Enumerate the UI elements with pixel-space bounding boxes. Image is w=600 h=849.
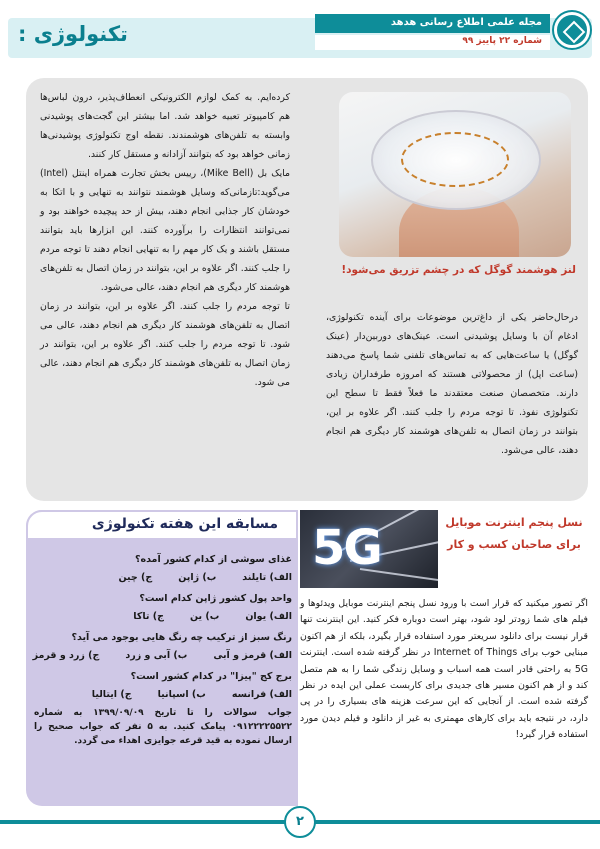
quiz-option: ب) اسپانیا (157, 689, 206, 700)
quiz-option: ج) ایتالیا (91, 689, 132, 700)
quiz-options (34, 571, 292, 585)
fiveg-banner (300, 510, 586, 588)
article-heading: لنز هوشمند گوگل که در چشم تزریق می‌شود! (341, 264, 576, 276)
fiveg-banner-image (300, 510, 438, 588)
quiz-title: مسابقه این هفته تکنولوژی (91, 516, 278, 532)
quiz-option: الف) یوان (245, 611, 292, 622)
quiz-options (34, 649, 292, 663)
quiz-option: ج) زرد و قرمز (32, 650, 100, 661)
quiz-question: رنگ سبز از ترکیب چه رنگ هایی بوجود می آید؟ (71, 632, 292, 643)
quiz-question: برج کج "پیزا" در کدام کشور است؟ (130, 671, 292, 682)
lens-circuit-graphic (401, 132, 509, 187)
quiz-box (26, 510, 298, 806)
article-left-column (40, 88, 290, 488)
main-article (26, 78, 588, 501)
article-paragraph: مایک بل (Mike Bell)، رییس بخش تجارت همراه اینتل (Intel) می‌گوید:تازمانی‌که وسایل هوشمند نتوانند به تنهایی و با اتکا به خودشان کار جذابی انجام دهند، بیش از حد پیچیده خواهند بود و نمی‌توانند انتظارات را برآورده کنند. این ابزارها باید بتوانند مستقل باشند و یک کار مهم را به تنهایی انجام دهند تا توجه مردم را جلب کنند. اگر علاوه بر این، بتوانند در زمان اتصال به تلفن‌های هوشمند کار دیگری هم انجام دهند، عالی می‌شود. (40, 168, 290, 293)
quiz-option: الف) فرانسه (231, 689, 292, 700)
quiz-option: الف) تایلند (242, 572, 292, 583)
magazine-name: مجله علمی اطلاع رسانی هدهد (315, 14, 550, 33)
article-paragraph: کرده‌ایم. به کمک لوازم الکترونیکی انعطاف‌پذیر، درون لباس‌ها هم کامپیوتر تعبیه خواهد شد. اما بیشتر این گجت‌های پوشیدنی وابسته به تلفن‌های هوشمندند. نقطه اوج تکنولوژی پوشیدنی‌ها زمانی خواهد بود که بتوانند آزادانه و مستقل کار کنند. (40, 92, 290, 160)
smart-lens-photo (339, 92, 571, 257)
quiz-option: ب) ژاپن (178, 572, 217, 583)
article-paragraph: تا توجه مردم را جلب کنند. اگر علاوه بر این، بتوانند در زمان اتصال به تلفن‌های هوشمند کار دیگری هم انجام دهند، عالی می شود. تا توجه مردم را جلب کنند. اگر علاوه بر این، بتوانند در زمان اتصال به تلفن‌های هوشمند کار دیگری هم انجام دهند، عالی می شود. (40, 301, 290, 388)
issue-info: شماره ۲۲ پاییز ۹۹ (315, 35, 550, 50)
quiz-option: ب) آبی و زرد (125, 650, 188, 661)
section-title: تکنولوژی : (18, 22, 128, 46)
quiz-options (34, 688, 292, 702)
quiz-questions (34, 546, 292, 748)
page-header (0, 0, 600, 70)
quiz-option: الف) قرمز و آبی (213, 650, 292, 661)
fiveg-banner-title: نسل پنجم اینترنت موبایل برای صاحبان کسب و کار (445, 516, 583, 551)
fiveg-article-body: اگر تصور میکنید که قرار است با ورود نسل پنجم اینترنت موبایل ویدئوها و فیلم های شما زودتر لود شود، بهتر است دوباره فکر کنید. این اینترنت تنها قرار نیست برای دانلود سریعتر مورد استفاده قرار بگیرد، بلکه از هم اکنون مبنایی خوب برای Internet of Things در نظر گرفته شده است. اینترنت 5G به راحتی قادر است همه اسباب و وسایل زندگی شما را به هم متصل کند و از هم اکنون مسیر های جدیدی برای کاربست عملی این ایده در نظر گرفته شده است. از آنجایی که این سرعت هزینه های بسیاری را در پی دارد، در نتیجه باید برای کارهای مهمتری به غیر از دانلود و فیلم دیدن مورد استفاده قرار گیرد! (300, 598, 588, 741)
quiz-option: ج) چین (118, 572, 153, 583)
quiz-options (34, 610, 292, 624)
page-number: ۲ (284, 806, 316, 838)
quiz-option: ب) ین (190, 611, 220, 622)
article-right-column: درحال‌حاضر یکی از داغ‌ترین موضوعات برای آینده تکنولوژی، ادغام آن با وسایل پوشیدنی است. عینک‌های دوربین‌دار (عینک گوگل) یا ساعت‌هایی که به تماس‌های تلفنی شما پاسخ می‌دهند (ساعت اپل) از محصولاتی هستند که امروزه طرفداران زیادی دارند. متخصصان صنعت معتقدند ما فعلاً فقط تا سطح این تکنولوژی نفوذ. تا توجه مردم را جلب کنند. اگر علاوه بر این، بتوانند در زمان اتصال به تلفن‌های هوشمند کار دیگری هم انجام دهند، عالی می‌شود. (326, 312, 578, 456)
quiz-option: ج) تاکا (133, 611, 164, 622)
fiveg-logo: 5G (312, 520, 381, 576)
quiz-question: واحد پول کشور ژاپن کدام است؟ (139, 593, 292, 604)
magazine-logo-icon (554, 12, 590, 48)
quiz-title-bar (26, 510, 298, 540)
quiz-instructions: جواب سوالات را تا تاریخ ۱۳۹۹/۰۹/۰۹ به شماره ۰۹۱۲۲۲۲۵۵۲۲ پیامک کنید. به ۵ نفر که جواب صحیح را ارسال نموده به قید قرعه جوایزی اهداء می گردد. (34, 708, 292, 746)
quiz-question: غذای سوشی از کدام کشور آمده؟ (134, 554, 292, 565)
